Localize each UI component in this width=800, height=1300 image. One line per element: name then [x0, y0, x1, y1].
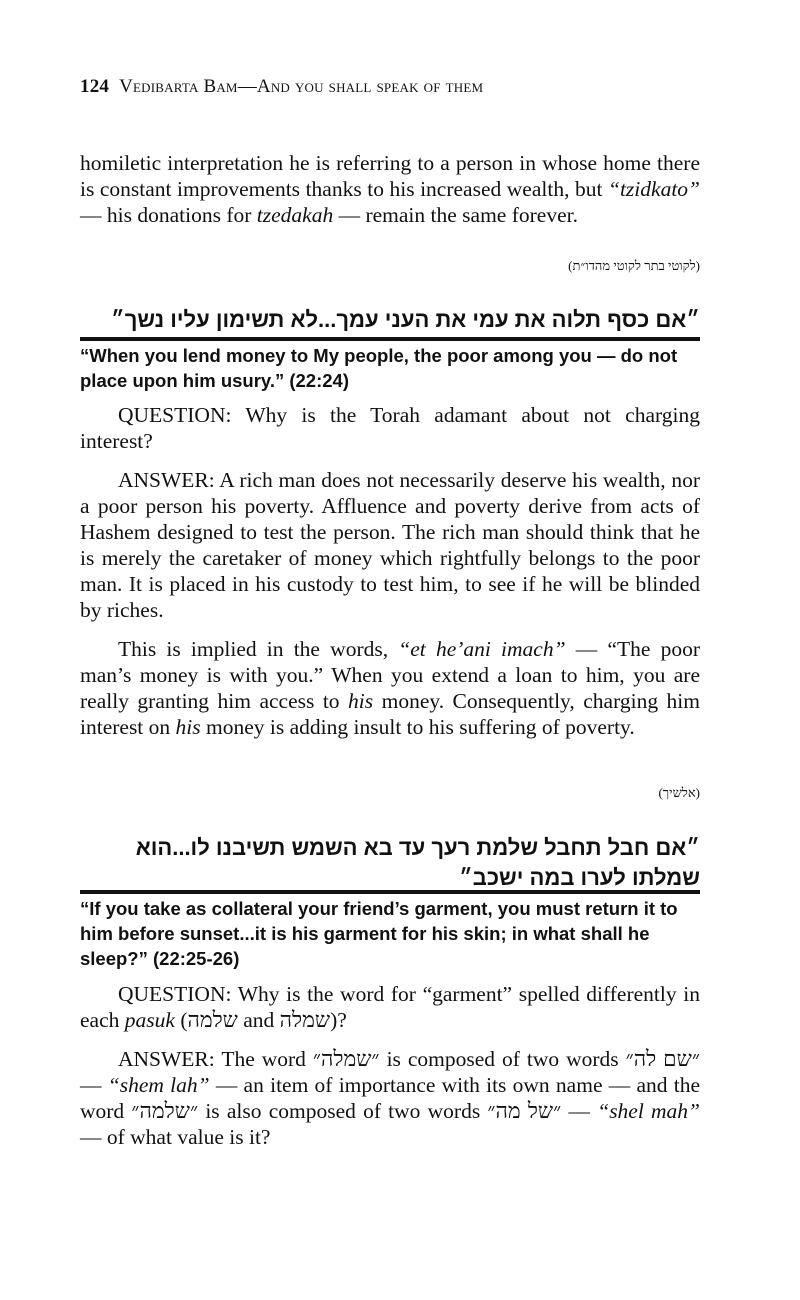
- section2-question: QUESTION: Why is the word for “garment” spelled differently in each pasuk (שלמה and שמלה)?: [80, 982, 700, 1032]
- section2-body: [80, 981, 700, 1150]
- section1-answer: ANSWER: A rich man does not necessarily deserve his wealth, nor a poor person his poverty. Affluence and poverty derive from acts of Hashem designed to test the person. The rich man should think that he is merely the caretaker of money which rightfully belongs to the poor man. It is placed in his custody to test him, to see if he will be blinded by riches.: [80, 468, 700, 622]
- section1-explanation: This is implied in the words, “et he’ani imach” — “The poor man’s money is with you.” When you extend a loan to him, you are really granting him access to his money. Consequently, charging him interest on his money is adding insult to his suffering of poverty.: [80, 637, 700, 739]
- section1-hebrew-heading: ״אם כסף תלוה את עמי את העני עמך...לא תשימון עליו נשך״: [110, 307, 700, 332]
- section2-english-heading: “If you take as collateral your friend’s garment, you must return it to him before sunset...it is his garment for his skin; in what shall he sleep?” (22:25-26): [80, 898, 678, 969]
- intro-paragraph: homiletic interpretation he is referring to a person in whose home there is constant improvements thanks to his increased wealth, but “tzidkato” — his donations for tzedakah — remain the same forever.: [80, 151, 700, 227]
- intro-source: (לקוטי בתר לקוטי מהדו״ת): [568, 258, 700, 273]
- section1-english-heading: “When you lend money to My people, the poor among you — do not place upon him usury.” (22:24): [80, 345, 678, 391]
- section1-body: [80, 402, 700, 740]
- section1-rule: [80, 337, 700, 341]
- running-head: [80, 76, 483, 98]
- section1-source: (אלשיך): [658, 785, 700, 800]
- running-head-title: Vedibarta Bam—And you shall speak of them: [119, 76, 484, 97]
- section1-question: QUESTION: Why is the Torah adamant about not charging interest?: [80, 403, 700, 453]
- section2-rule: [80, 890, 700, 894]
- section2-answer: ANSWER: The word ״שמלה״ is composed of two words ״שם לה״ — “shem lah” — an item of importance with its own name — and the word ״שלמה״ is also composed of two words ״של מה״ — “shel mah” — of what value is it?: [80, 1047, 701, 1149]
- page-number: 124: [80, 76, 110, 97]
- section2-hebrew-heading: ״אם חבל תחבל שלמת רעך עד בא השמש תשיבנו לו...הוא שמלתו לערו במה ישכב״: [135, 835, 700, 890]
